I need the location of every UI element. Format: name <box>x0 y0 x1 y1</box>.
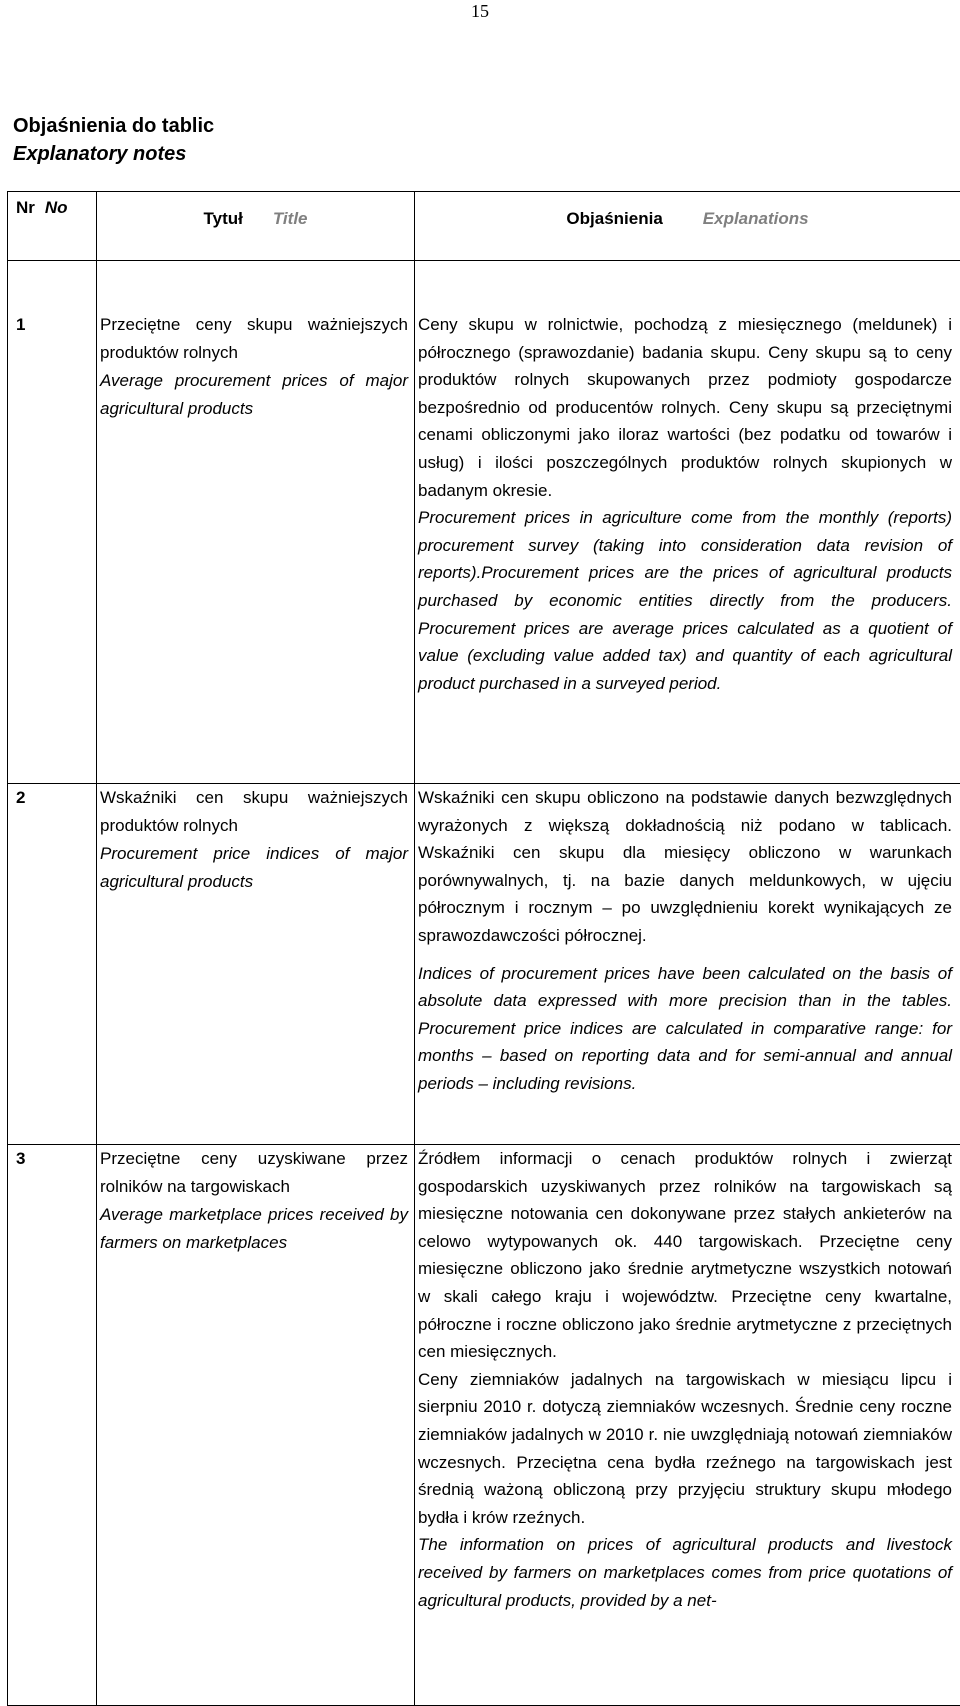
row-explanation-en: Procurement prices in agriculture come from the monthly (reports) procurement survey (taking into consideration data revision of reports).Procurement prices are the prices of agricultural products purchased by economic entities directly from the producers. Procurement prices are average prices calculated as a quotient of value (excluding value added tax) and quantity of each agricultural product purchased in a surveyed period. <box>418 504 952 697</box>
page-number: 15 <box>0 0 960 22</box>
table-row <box>8 1145 960 1706</box>
table-header-row <box>8 192 960 261</box>
row-title-en: Procurement price indices of major agricultural products <box>100 840 408 896</box>
table-row <box>8 784 960 1145</box>
row-number: 2 <box>8 784 97 1145</box>
row-explanation <box>415 784 960 1145</box>
heading-en: Explanatory notes <box>13 140 214 168</box>
row-title-en: Average procurement prices of major agricultural products <box>100 367 408 423</box>
row-explanation-en: Indices of procurement prices have been calculated on the basis of absolute data expressed with more precision than in the tables. Procurement price indices are calculated in comparative range: for months – based on reporting data and for semi-annual and annual periods – including revisions. <box>418 960 952 1098</box>
row-explanation-en: The information on prices of agricultural products and livestock received by farmers on marketplaces comes from price quotations of agricultural products, provided by a net- <box>418 1531 952 1614</box>
row-title <box>97 261 415 784</box>
row-explanation-pl: Źródłem informacji o cenach produktów rolnych i zwierząt gospodarskich uzyskiwanych przez rolników na targowiskach są miesięczne notowania cen dokonywane przez stałych ankieterów na celowo wytypowanych ok. 440 targowiskach. Przeciętne ceny miesięczne obliczono jako średnie arytmetyczne wszystkich notowań w skali całego kraju i województw. Przeciętne ceny kwartalne, półroczne i roczne obliczono jako średnie arytmetyczne z przeciętnych cen miesięcznych. <box>418 1145 952 1366</box>
row-title-en: Average marketplace prices received by farmers on marketplaces <box>100 1201 408 1257</box>
heading-pl: Objaśnienia do tablic <box>13 112 214 140</box>
row-title-pl: Wskaźniki cen skupu ważniejszych produktów rolnych <box>100 784 408 840</box>
row-number: 3 <box>8 1145 97 1706</box>
row-explanation-pl: Wskaźniki cen skupu obliczono na podstawie danych bezwzględnych wyrażonych z większą dokładnością niż podano w tablicach. Wskaźniki cen skupu dla miesięcy obliczono w warunkach porównywalnych, tj. na bazie danych meldunkowych, w ujęciu półrocznym i rocznym – po uwzględnieniu korekt wynikających ze sprawozdawczości półrocznej. <box>418 784 952 950</box>
row-explanation-pl: Ceny skupu w rolnictwie, pochodzą z miesięcznego (meldunek) i półrocznego (sprawozdanie) badania skupu. Ceny skupu są to ceny produktów rolnych skupowanych przez podmioty gospodarcze bezpośrednio od producentów rolnych. Ceny skupu są przeciętnymi cenami obliczonymi jako iloraz wartości (bez podatku od towarów i usług) i ilości poszczególnych produktów rolnych skupionych w badanym okresie. <box>418 311 952 504</box>
header-title: Tytuł Title <box>97 192 415 261</box>
row-explanation <box>415 1145 960 1706</box>
row-title <box>97 784 415 1145</box>
row-number: 1 <box>8 261 97 784</box>
header-number: Nr No <box>8 192 97 261</box>
header-explanations: Objaśnienia Explanations <box>415 192 960 261</box>
explanatory-notes-table <box>7 191 960 1706</box>
row-title-pl: Przeciętne ceny uzyskiwane przez rolników na targowiskach <box>100 1145 408 1201</box>
row-title <box>97 1145 415 1706</box>
row-title-pl: Przeciętne ceny skupu ważniejszych produktów rolnych <box>100 311 408 367</box>
row-explanation-pl-2: Ceny ziemniaków jadalnych na targowiskach w miesiącu lipcu i sierpniu 2010 r. dotyczą ziemniaków wczesnych. Średnie ceny roczne ziemniaków jadalnych w 2010 r. nie uwzględniają notowań ziemniaków wczesnych. Przeciętna cena bydła rzeźnego na targowiskach jest średnią ważoną obliczoną przy przyjęciu struktury skupu młodego bydła i krów rzeźnych. <box>418 1366 952 1532</box>
row-explanation <box>415 261 960 784</box>
table-row <box>8 261 960 784</box>
section-heading <box>13 112 214 168</box>
